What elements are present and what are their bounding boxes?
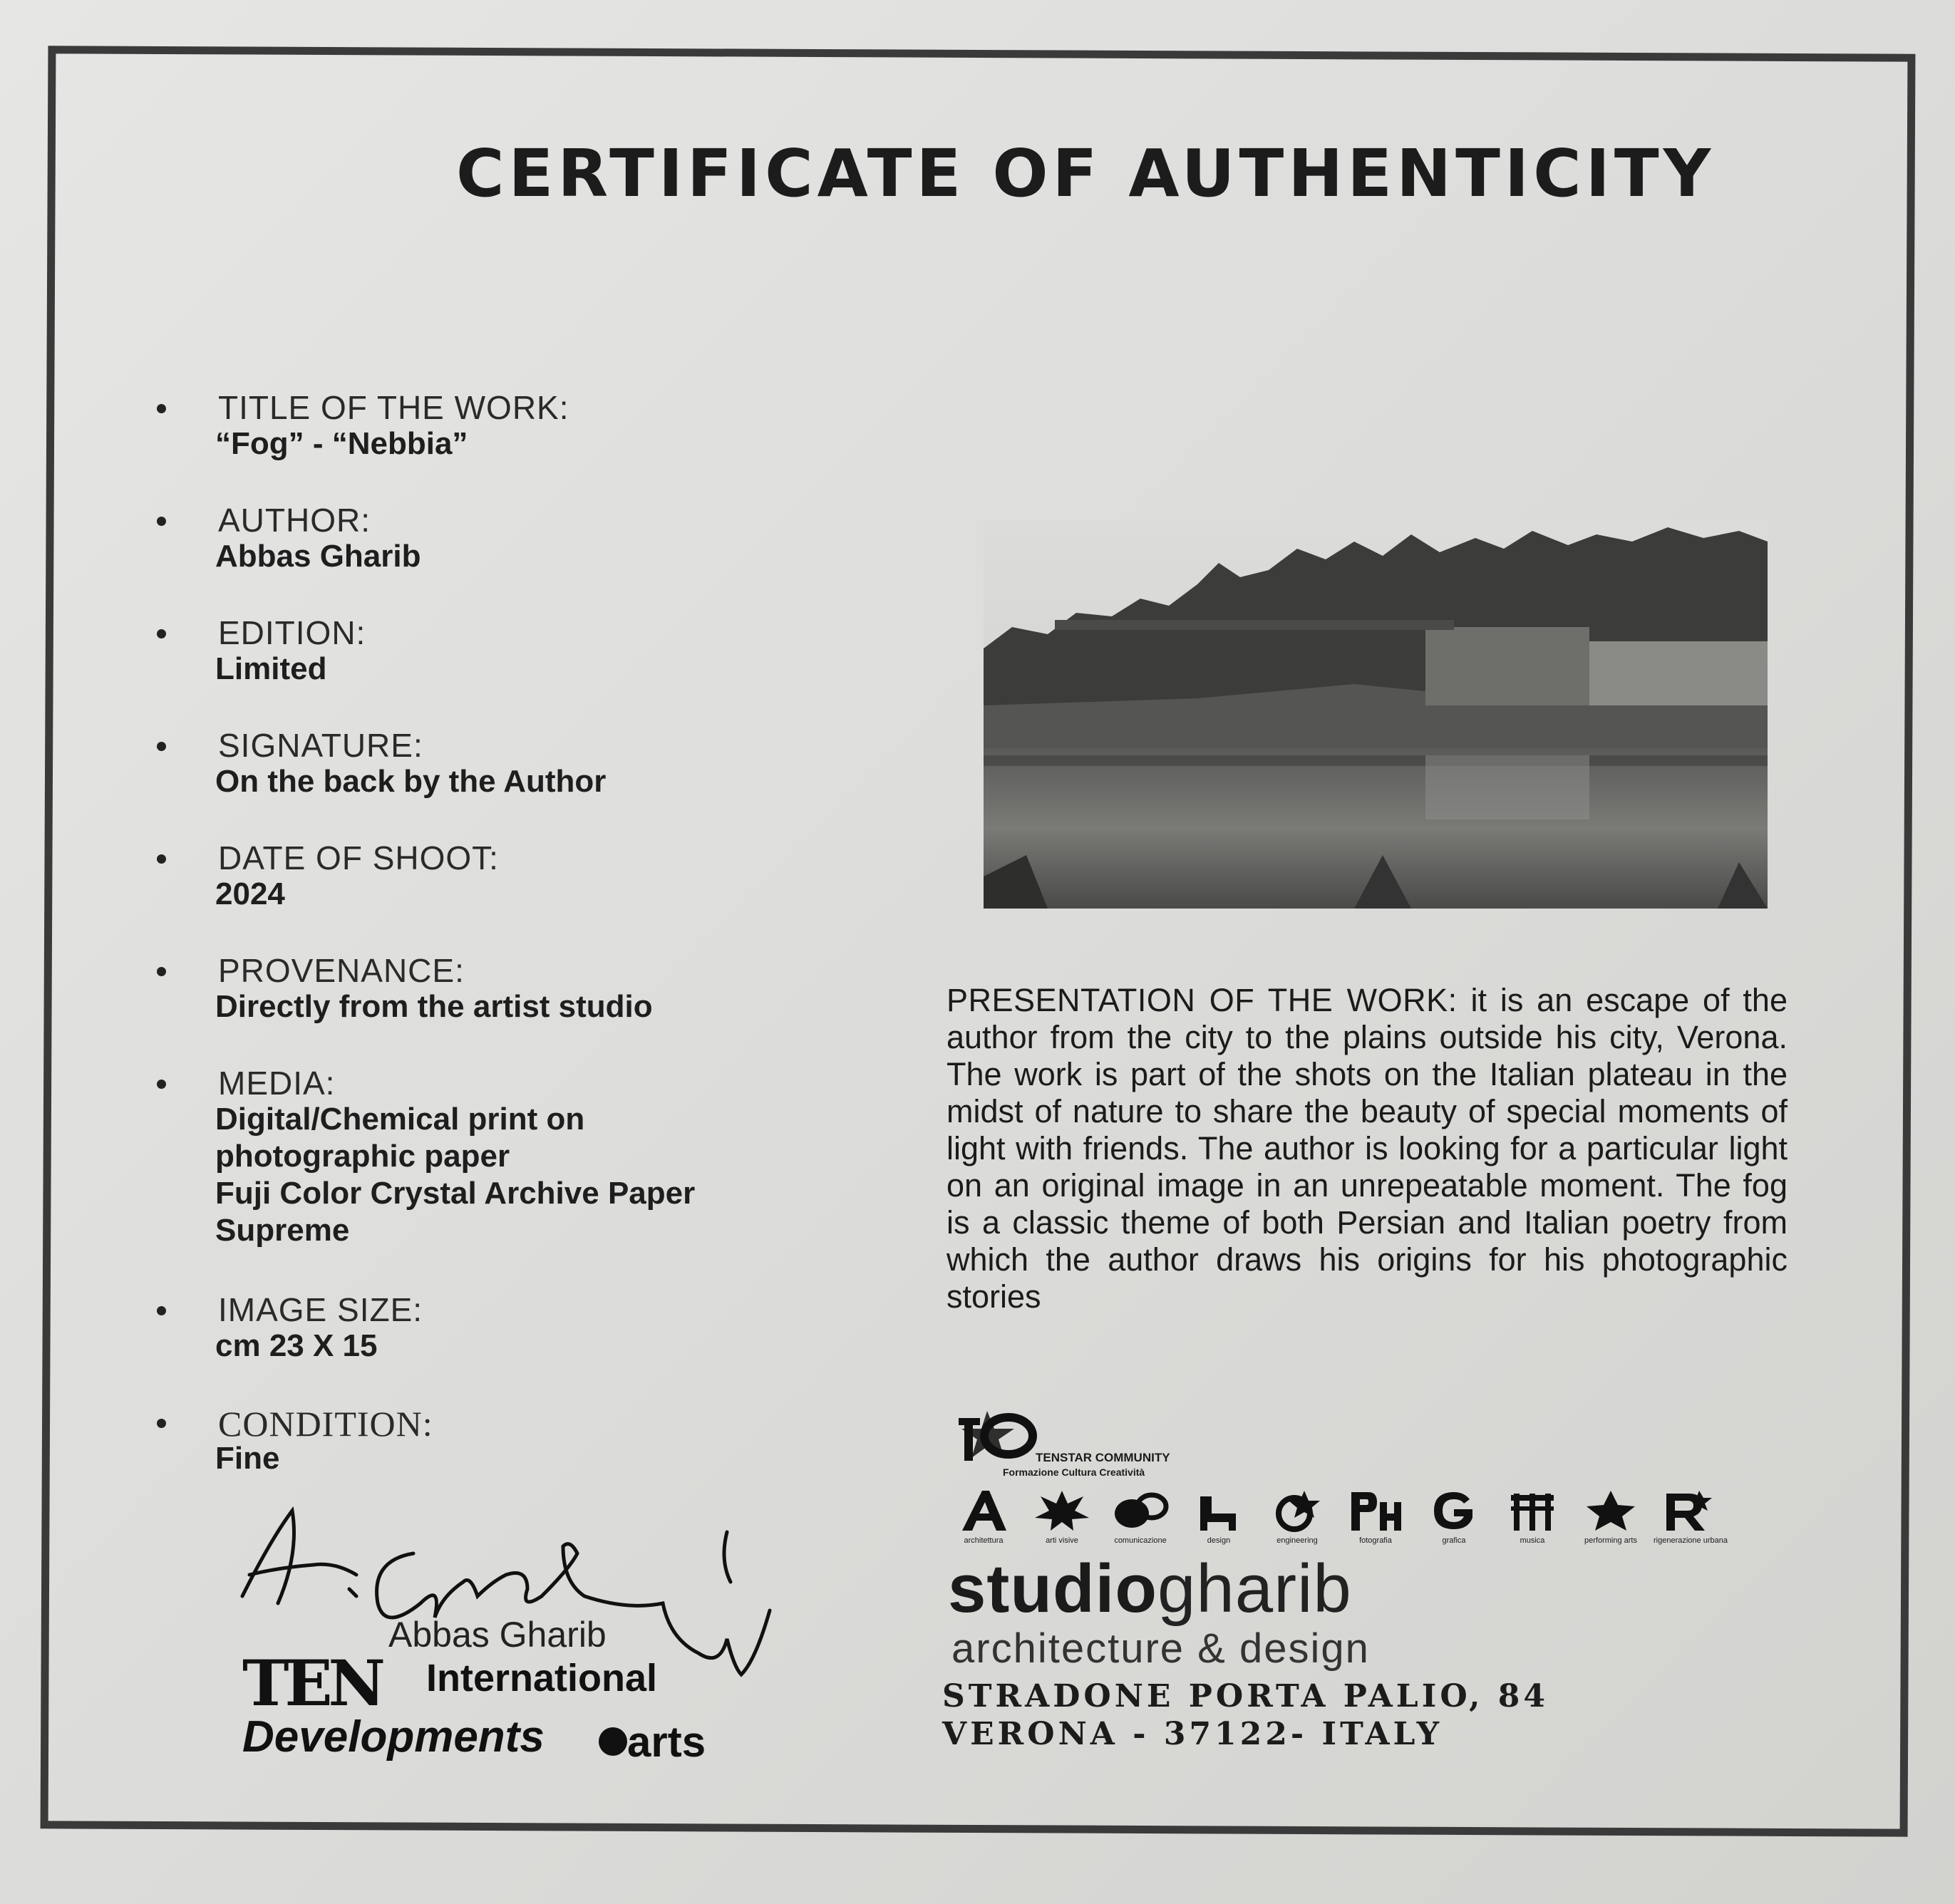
field-label: DATE OF SHOOT: — [218, 839, 499, 876]
presentation-label: PRESENTATION OF THE WORK: — [946, 982, 1458, 1018]
letter-a-icon — [955, 1489, 1012, 1532]
speech-bubble-icon — [1112, 1489, 1169, 1532]
field-label: AUTHOR: — [218, 502, 371, 539]
bullet-icon — [157, 517, 166, 526]
discipline-engineering: engineering — [1262, 1489, 1333, 1553]
discipline-architettura: architettura — [948, 1489, 1019, 1553]
letter-g-icon — [1425, 1489, 1482, 1532]
field-value: On the back by the Author — [215, 764, 607, 799]
field-image-size — [157, 1290, 870, 1403]
field-value: Directly from the artist studio — [215, 989, 653, 1024]
field-value: Abbas Gharib — [215, 539, 421, 574]
artwork-details — [157, 388, 870, 1516]
bullet-icon — [157, 1306, 166, 1315]
field-value: 2024 — [215, 876, 285, 911]
studio-address-line1: STRADONE PORTA PALIO, 84 — [942, 1678, 1549, 1714]
presentation-body: it is an escape of the author from the city to the plains outside his city, Verona. The work is part of the shots on the Italian plateau in the midst of nature to share the beauty of special moments of light with friends. The author is looking for a particular light on an original image in an unrepeatable moment. The fog is a classic theme of both Persian and Italian poetry from which the author draws his origins for his photographic stories — [946, 982, 1788, 1315]
field-edition — [157, 614, 870, 726]
field-value: Fine — [215, 1441, 280, 1476]
tenstar-mark-icon — [951, 1404, 1044, 1468]
bullet-icon — [157, 404, 166, 413]
bullet-icon — [157, 854, 166, 864]
presentation-text — [946, 982, 1788, 1315]
field-value: Limited — [215, 651, 327, 686]
ten-logo-line3: arts — [627, 1718, 706, 1766]
field-label: IMAGE SIZE: — [218, 1291, 423, 1328]
letter-r-icon — [1661, 1489, 1718, 1532]
field-value: cm 23 X 15 — [215, 1328, 378, 1363]
gear-star-icon — [1269, 1489, 1326, 1532]
field-label: CONDITION: — [218, 1404, 433, 1444]
star-icon — [1582, 1489, 1639, 1532]
studio-name — [948, 1550, 1352, 1628]
ten-international-logo — [242, 1646, 813, 1774]
discipline-comunicazione: comunicazione — [1105, 1489, 1176, 1553]
field-label: TITLE OF THE WORK: — [218, 389, 569, 426]
starburst-icon — [1033, 1489, 1090, 1532]
field-signature — [157, 726, 870, 839]
field-label: SIGNATURE: — [218, 727, 423, 764]
music-icon — [1504, 1489, 1561, 1532]
letters-ph-icon — [1347, 1489, 1404, 1532]
studio-name-bold: studio — [948, 1551, 1157, 1627]
field-label: MEDIA: — [218, 1065, 336, 1102]
discipline-performing-arts: performing arts — [1575, 1489, 1646, 1553]
signature-printed-name: Abbas Gharib — [388, 1615, 607, 1655]
bullet-icon — [157, 1419, 166, 1428]
discipline-design: design — [1183, 1489, 1254, 1553]
discipline-grafica: grafica — [1418, 1489, 1490, 1553]
globe-dot-icon — [599, 1727, 627, 1756]
discipline-icons — [948, 1489, 1803, 1553]
discipline-arti-visive: arti visive — [1026, 1489, 1098, 1553]
discipline-rigenerazione-urbana: rigenerazione urbana — [1654, 1489, 1725, 1553]
field-provenance — [157, 951, 870, 1064]
community-tagline: Formazione Cultura Creatività — [1003, 1466, 1145, 1478]
field-date-of-shoot — [157, 839, 870, 951]
field-label: PROVENANCE: — [218, 952, 465, 989]
chair-icon — [1190, 1489, 1247, 1532]
ten-logo-line2: Developments — [242, 1712, 545, 1761]
ten-logo-line1: International — [426, 1657, 658, 1699]
bullet-icon — [157, 742, 166, 751]
discipline-musica: musica — [1497, 1489, 1568, 1553]
certificate-title: CERTIFICATE OF AUTHENTICITY — [456, 135, 1716, 212]
studio-name-light: gharib — [1157, 1551, 1352, 1627]
field-label: EDITION: — [218, 614, 366, 651]
bullet-icon — [157, 967, 166, 976]
field-media — [157, 1064, 870, 1290]
bullet-icon — [157, 1080, 166, 1089]
studio-address-line2: VERONA - 37122- ITALY — [942, 1716, 1443, 1752]
studio-subtitle: architecture & design — [951, 1625, 1370, 1672]
field-title-of-work — [157, 388, 870, 501]
artwork-photo — [984, 520, 1768, 909]
ten-logo-mark: TEN — [242, 1646, 381, 1720]
field-value: Digital/Chemical print on photographic paper Fuji Color Crystal Archive Paper Supreme — [215, 1102, 696, 1248]
field-value: “Fog” - “Nebbia” — [215, 426, 468, 461]
community-name: TENSTAR COMMUNITY — [1036, 1451, 1170, 1464]
discipline-fotografia: fotografia — [1340, 1489, 1411, 1553]
field-author — [157, 501, 870, 614]
bullet-icon — [157, 629, 166, 638]
